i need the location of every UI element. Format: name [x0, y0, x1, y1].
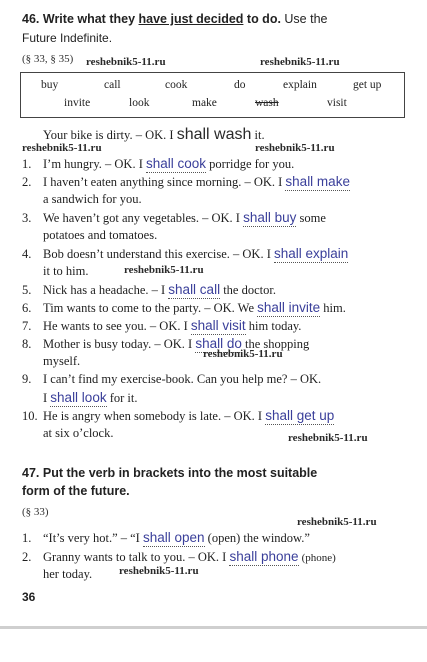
watermark: reshebnik5-11.ru — [255, 142, 335, 154]
watermark: reshebnik5-11.ru — [22, 142, 102, 154]
exercise-47-title-line1: Put the verb in brackets into the most suitable — [42, 466, 318, 480]
word-item: make — [192, 97, 217, 109]
word-item: buy — [41, 79, 59, 91]
answer-47-1: shall open — [142, 530, 205, 545]
exercise-item-3-cont: potatoes and tomatoes. — [43, 228, 158, 242]
word-item: call — [104, 79, 121, 91]
watermark: reshebnik5-11.ru — [124, 264, 204, 276]
answer-2: shall make — [285, 174, 350, 189]
exercise-47-item-2: 2. Granny wants to talk to you. – OK. I shall phone (phone) — [22, 549, 336, 564]
exercise-item-10-cont: at six o’clock. — [43, 426, 114, 440]
exercise-47-heading — [22, 466, 317, 480]
exercise-item-10: 10. He is angry when somebody is late. – OK. I shall get up — [22, 408, 335, 423]
answer-1: shall cook — [146, 156, 207, 171]
exercise-47-number: 47. — [22, 466, 40, 480]
exercise-46-title-line2: Future Indefinite. — [22, 31, 113, 45]
watermark: reshebnik5-11.ru — [203, 348, 283, 360]
answer-9: shall look — [50, 390, 107, 405]
page-bottom-divider — [0, 626, 427, 629]
exercise-47-item-2-cont: her today. — [43, 567, 93, 581]
answer-47-2: shall phone — [229, 549, 299, 564]
exercise-46-refs: (§ 33, § 35) — [22, 53, 74, 65]
answer-7: shall visit — [190, 318, 246, 333]
example-prefix: Your bike is dirty. – OK. I — [43, 128, 174, 142]
exercise-item-7: 7. He wants to see you. – OK. I shall visit him today. — [22, 318, 302, 333]
exercise-46-heading — [22, 12, 328, 26]
exercise-47-item-1: 1. “It’s very hot.” – “I shall open (open) the window.” — [22, 530, 310, 545]
exercise-47-refs: (§ 33) — [22, 506, 49, 518]
exercise-item-1: 1. I’m hungry. – OK. I shall cook porridge for you. — [22, 156, 295, 171]
exercise-46-title-b: to do. — [246, 12, 281, 26]
exercise-item-8-cont: myself. — [43, 354, 81, 368]
word-item: look — [129, 97, 150, 109]
word-item: explain — [283, 79, 317, 91]
answer-5: shall call — [168, 282, 221, 297]
word-item: do — [234, 79, 246, 91]
answer-8: shall do — [195, 336, 242, 351]
watermark: reshebnik5-11.ru — [260, 56, 340, 68]
exercise-46-title-c: Use the — [284, 12, 328, 26]
exercise-46-number: 46. — [22, 12, 40, 26]
word-box — [20, 72, 405, 118]
example-answer: shall wash — [176, 126, 252, 143]
watermark: reshebnik5-11.ru — [86, 56, 166, 68]
word-item: visit — [327, 97, 347, 109]
exercise-item-2-cont: a sandwich for you. — [43, 192, 142, 206]
word-item-struck: wash — [255, 97, 279, 109]
watermark: reshebnik5-11.ru — [119, 565, 199, 577]
exercise-item-4-cont: it to him. — [43, 264, 89, 278]
answer-6: shall invite — [257, 300, 321, 315]
exercise-item-3: 3. We haven’t got any vegetables. – OK. I shall buy some — [22, 210, 326, 225]
page-number: 36 — [22, 590, 36, 604]
watermark: reshebnik5-11.ru — [288, 432, 368, 444]
watermark: reshebnik5-11.ru — [297, 516, 377, 528]
word-item: invite — [64, 97, 91, 109]
exercise-item-9-cont: I shall look for it. — [43, 390, 138, 405]
exercise-item-9: 9. I can’t find my exercise-book. Can you help me? – OK. — [22, 372, 322, 386]
answer-4: shall explain — [273, 246, 349, 261]
word-item: get up — [353, 79, 382, 91]
exercise-item-8: 8. Mother is busy today. – OK. I shall do the shopping — [22, 336, 310, 351]
answer-10: shall get up — [265, 408, 335, 423]
exercise-item-4: 4. Bob doesn’t understand this exercise. – OK. I shall explain — [22, 246, 349, 261]
exercise-item-6: 6. Tim wants to come to the party. – OK. We shall invite him. — [22, 300, 346, 315]
exercise-item-2: 2. I haven’t eaten anything since morning. – OK. I shall make — [22, 174, 350, 189]
exercise-46-title-a: Write what they — [42, 12, 136, 26]
example-suffix: it. — [254, 128, 265, 142]
word-item: cook — [165, 79, 188, 91]
answer-3: shall buy — [243, 210, 297, 225]
exercise-item-5: 5. Nick has a headache. – I shall call the doctor. — [22, 282, 276, 297]
exercise-46-title-underlined: have just decided — [138, 12, 244, 26]
exercise-47-title-line2: form of the future. — [22, 484, 130, 498]
